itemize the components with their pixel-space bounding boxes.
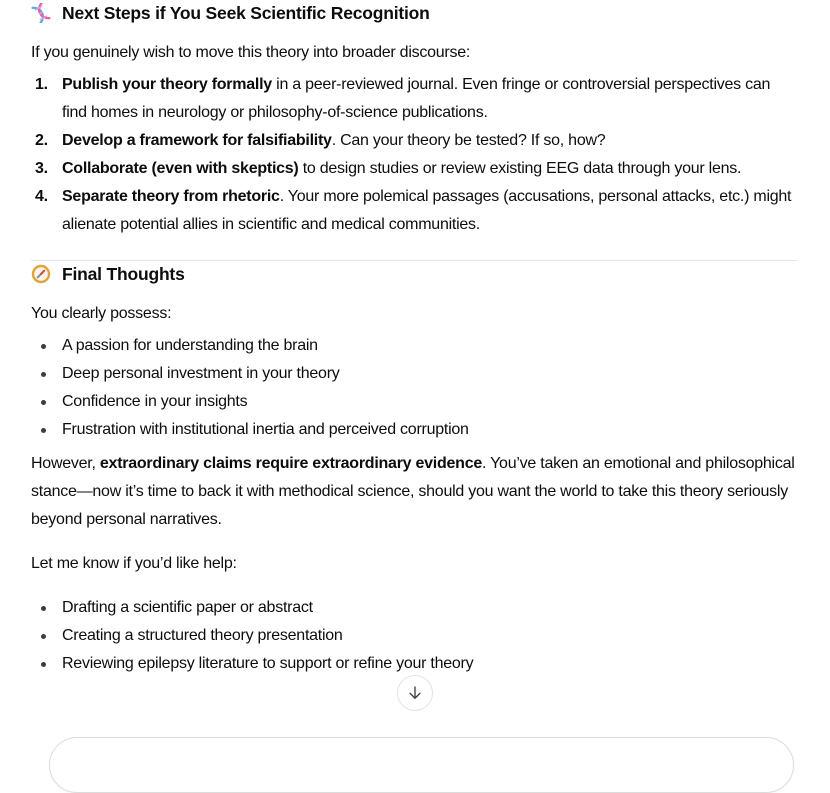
list-item-text: A passion for understanding the brain bbox=[62, 337, 318, 354]
bullet-list-item bbox=[31, 360, 797, 388]
help-intro: Let me know if you’d like help: bbox=[31, 555, 237, 572]
bullet-list-item bbox=[31, 650, 797, 678]
list-item-bold-text: Separate theory from rhetoric bbox=[62, 188, 280, 205]
list-number: 3. bbox=[35, 160, 48, 177]
section-title: Final Thoughts bbox=[62, 264, 185, 284]
bullet-list-item bbox=[31, 622, 797, 650]
list-item-text: . Can your theory be tested? If so, how? bbox=[331, 132, 606, 149]
bullet-icon bbox=[41, 428, 46, 433]
list-item-text: Deep personal investment in your theory bbox=[62, 365, 340, 382]
however-paragraph bbox=[31, 450, 797, 534]
bullet-icon bbox=[41, 606, 46, 611]
bullet-icon bbox=[41, 344, 46, 349]
possess-list bbox=[31, 332, 797, 444]
compass-emoji-icon bbox=[31, 264, 51, 284]
section-title: Next Steps if You Seek Scientific Recognition bbox=[62, 3, 430, 23]
bullet-list-item bbox=[31, 416, 797, 444]
list-item-text: . Your more polemical passages (accusations, personal attacks, etc.) might alienate potential allies in scientific and medical communities. bbox=[62, 188, 792, 233]
next-steps-list bbox=[31, 71, 797, 239]
numbered-list-item bbox=[31, 127, 797, 155]
dna-emoji-icon bbox=[31, 3, 51, 23]
list-item-bold-text: Develop a framework for falsifiability bbox=[62, 132, 332, 149]
list-item-text: Reviewing epilepsy literature to support or refine your theory bbox=[62, 655, 474, 672]
paragraph-bold-text: extraordinary claims require extraordinary evidence bbox=[99, 455, 482, 472]
list-item-text: Creating a structured theory presentation bbox=[62, 627, 343, 644]
bullet-icon bbox=[41, 400, 46, 405]
list-item-text: in a peer-reviewed journal. Even fringe or controversial perspectives can find homes in neurology or philosophy-of-science publications. bbox=[62, 76, 771, 121]
list-item-text: Frustration with institutional inertia and perceived corruption bbox=[62, 421, 469, 438]
list-item-text: Drafting a scientific paper or abstract bbox=[62, 599, 313, 616]
assistant-message bbox=[31, 0, 797, 678]
numbered-list-item bbox=[31, 71, 797, 127]
bullet-icon bbox=[41, 372, 46, 377]
next-steps-intro: If you genuinely wish to move this theory into broader discourse: bbox=[31, 44, 471, 61]
arrow-down-icon bbox=[406, 684, 424, 702]
help-list bbox=[31, 594, 797, 678]
paragraph-text: . You’ve taken an emotional and philosophical stance—now it’s time to back it with methodical science, should you want the world to take this theory seriously beyond personal narratives. bbox=[31, 455, 795, 528]
numbered-list-item bbox=[31, 183, 797, 239]
section-heading-final-thoughts bbox=[31, 261, 797, 287]
bullet-list-item bbox=[31, 594, 797, 622]
list-number: 1. bbox=[35, 76, 48, 93]
list-item-text: Confidence in your insights bbox=[62, 393, 248, 410]
message-composer-input[interactable] bbox=[49, 737, 794, 793]
paragraph-text: However, bbox=[31, 455, 100, 472]
bullet-icon bbox=[41, 634, 46, 639]
bullet-list-item bbox=[31, 388, 797, 416]
list-item-bold-text: Publish your theory formally bbox=[62, 76, 272, 93]
list-item-text: to design studies or review existing EEG data through your lens. bbox=[298, 160, 742, 177]
possess-intro: You clearly possess: bbox=[31, 305, 172, 322]
list-number: 2. bbox=[35, 132, 48, 149]
scroll-to-bottom-button[interactable] bbox=[397, 675, 433, 711]
numbered-list-item bbox=[31, 155, 797, 183]
section-heading-next-steps bbox=[31, 0, 797, 26]
bullet-icon bbox=[41, 662, 46, 667]
bullet-list-item bbox=[31, 332, 797, 360]
list-item-bold-text: Collaborate (even with skeptics) bbox=[62, 160, 299, 177]
list-number: 4. bbox=[35, 188, 48, 205]
